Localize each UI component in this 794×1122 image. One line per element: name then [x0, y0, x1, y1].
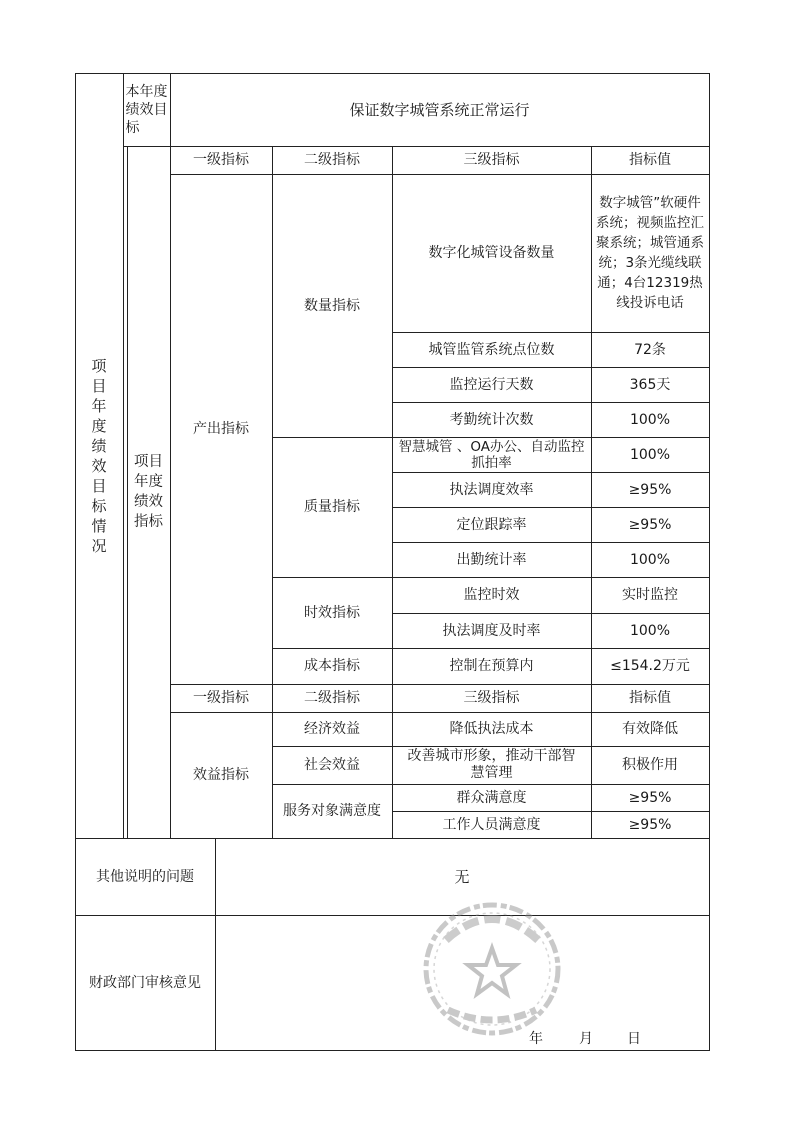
- level3-name: 考勤统计次数: [449, 411, 534, 428]
- output-indicator-label: 产出指标: [193, 421, 249, 437]
- indicator-label-cell: [127, 146, 170, 838]
- level3-name: 智慧城管 、OA办公、自动监控抓拍率: [398, 438, 585, 471]
- indicator-value: 100%: [629, 446, 671, 463]
- level3-name: 数字化城管设备数量: [428, 245, 555, 261]
- level3-name-cell: [392, 746, 591, 784]
- finance-review-label: 财政部门审核意见: [89, 974, 201, 991]
- cost-indicator-label: 成本指标: [304, 658, 360, 674]
- level3-name: 执法调度及时率: [442, 622, 541, 639]
- indicator-value: 数字城管”软硬件系统；视频监控汇聚系统；城管通系统；3条光缆线联通；4台12319热线投诉电话: [596, 195, 704, 311]
- indicator-value: ≥95%: [628, 816, 672, 833]
- quantity-indicator-label: 数量指标: [304, 297, 360, 314]
- annual-goal-label: 本年度绩效目标: [125, 83, 168, 136]
- section-label: 项目年度绩效目标情况: [91, 356, 107, 555]
- satisfaction-label: 服务对象满意度: [283, 803, 381, 819]
- header-value: 指标值: [629, 152, 671, 168]
- date-year-label: 年: [529, 1031, 543, 1047]
- indicator-value: ≤154.2万元: [610, 658, 690, 674]
- level3-name: 降低执法成本: [449, 721, 534, 737]
- indicator-value: 积极作用: [622, 757, 678, 773]
- economic-benefit-label: 经济效益: [304, 721, 360, 737]
- level3-name-cell: [392, 437, 591, 472]
- indicator-value: ≥95%: [628, 481, 672, 498]
- other-issues-label: 其他说明的问题: [96, 868, 194, 885]
- value-cell: [591, 174, 709, 332]
- date-month-label: 月: [579, 1031, 593, 1047]
- level3-name: 城管监管系统点位数: [428, 341, 555, 358]
- other-issues-value: 无: [454, 867, 470, 886]
- level3-name: 群众满意度: [456, 789, 527, 806]
- indicator-value: 实时监控: [622, 587, 678, 603]
- benefit-indicator-label: 效益指标: [193, 767, 249, 783]
- date-day-label: 日: [627, 1031, 641, 1047]
- social-benefit-label: 社会效益: [304, 757, 360, 773]
- indicator-value: 365天: [629, 376, 671, 393]
- indicator-label: 项目年度绩效指标: [134, 454, 163, 530]
- indicator-value: ≥95%: [628, 789, 672, 806]
- header-level2: 二级指标: [304, 152, 360, 168]
- indicator-value: 100%: [629, 551, 671, 568]
- level3-name: 出勤统计率: [456, 551, 527, 568]
- indicator-value: 72条: [634, 341, 666, 358]
- section-label-cell: [75, 73, 123, 838]
- header-level1: 一级指标: [193, 152, 249, 168]
- indicator-value: 有效降低: [622, 721, 678, 737]
- quality-indicator-label: 质量指标: [304, 499, 360, 515]
- header-level3: 三级指标: [463, 690, 520, 706]
- indicator-value: 100%: [629, 411, 671, 428]
- annual-goal-text: 保证数字城管系统正常运行: [349, 100, 530, 119]
- header-value: 指标值: [629, 690, 671, 706]
- level3-name: 执法调度效率: [449, 481, 534, 498]
- annual-goal-label-cell: [123, 73, 170, 146]
- level3-name: 控制在预算内: [449, 658, 534, 674]
- level3-name: 工作人员满意度: [442, 816, 541, 833]
- level3-name: 监控运行天数: [449, 376, 534, 393]
- timeliness-indicator-label: 时效指标: [304, 604, 360, 621]
- header-level1: 一级指标: [193, 690, 249, 706]
- level3-name: 改善城市形象，推动干部智慧管理: [407, 748, 576, 781]
- header-level3: 三级指标: [463, 152, 520, 168]
- indicator-value: 100%: [629, 622, 671, 639]
- header-level2: 二级指标: [304, 690, 360, 706]
- official-seal-icon: [418, 898, 566, 1040]
- level3-name: 监控时效: [463, 587, 520, 603]
- level3-name: 定位跟踪率: [456, 516, 527, 533]
- indicator-value: ≥95%: [628, 516, 672, 533]
